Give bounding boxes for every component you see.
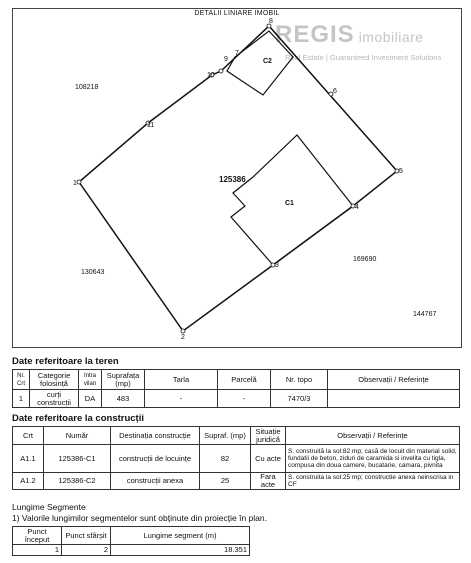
table-cell: 483 bbox=[102, 390, 145, 408]
table-cell: Fara acte bbox=[251, 473, 286, 490]
table-cell: construcții anexa bbox=[111, 473, 200, 490]
table-header-cell: Suprafața (mp) bbox=[102, 370, 145, 390]
point-label: 7 bbox=[235, 50, 239, 57]
segmente-heading: Lungime Segmente bbox=[12, 502, 86, 512]
table-header-cell: Tarla bbox=[145, 370, 218, 390]
point-label: 3 bbox=[275, 262, 279, 269]
segmente-note: 1) Valorile lungimilor segmentelor sunt obținute din proiecție în plan. bbox=[12, 513, 267, 523]
table-header-cell: Nr. Crt bbox=[13, 370, 30, 390]
table-cell: 1 bbox=[13, 390, 30, 408]
point-label: 5 bbox=[399, 168, 403, 175]
building-c2-label: C2 bbox=[263, 58, 272, 65]
table-cell: - bbox=[218, 390, 271, 408]
point-label: 11 bbox=[147, 122, 155, 129]
table-cell bbox=[328, 390, 460, 408]
table-cell: S. construita la sol:25 mp; constructie anexa neinscrisa in CF bbox=[286, 473, 460, 490]
table-row bbox=[13, 390, 460, 408]
point-label: 9 bbox=[224, 56, 228, 63]
table-cell: 1 bbox=[13, 545, 62, 556]
table-cell: S. construită la sol:82 mp; casă de locuit din material solid, fundatii de beton, ziduri de caramida si invelita cu tigla, compusa din doua camere, bucatarie, camara, pivnita bbox=[286, 445, 460, 473]
table-header-cell: Intra vilan bbox=[79, 370, 102, 390]
teren-table bbox=[12, 369, 460, 408]
table-cell: 125386-C2 bbox=[44, 473, 111, 490]
table-header-row bbox=[13, 370, 460, 390]
table-row bbox=[13, 545, 250, 556]
teren-heading: Date referitoare la teren bbox=[12, 356, 119, 367]
table-header-cell: Crt bbox=[13, 427, 44, 445]
table-cell: Cu acte bbox=[251, 445, 286, 473]
table-header-cell: Situație juridică bbox=[251, 427, 286, 445]
table-cell: 25 bbox=[200, 473, 251, 490]
point-label: 8 bbox=[269, 18, 273, 25]
point-label: 6 bbox=[333, 88, 337, 95]
table-header-row bbox=[13, 427, 460, 445]
table-cell: curți construcții bbox=[30, 390, 79, 408]
table-cell: 18.351 bbox=[111, 545, 250, 556]
table-header-cell: Destinația construcție bbox=[111, 427, 200, 445]
table-header-cell: Nr. topo bbox=[271, 370, 328, 390]
table-row bbox=[13, 445, 460, 473]
table-header-cell: Observații / Referințe bbox=[328, 370, 460, 390]
building-c2-outline bbox=[227, 31, 293, 95]
table-header-cell: Punct început bbox=[13, 527, 62, 545]
plan-drawing bbox=[13, 9, 461, 347]
segmente-table bbox=[12, 526, 250, 556]
table-header-cell: Supraf. (mp) bbox=[200, 427, 251, 445]
table-cell: - bbox=[145, 390, 218, 408]
plan-title: DETALII LINIARE IMOBIL bbox=[194, 10, 280, 17]
point-marker bbox=[181, 329, 185, 333]
watermark-sub: imobiliare bbox=[358, 29, 424, 45]
parcel-id-label: 125386 bbox=[219, 175, 246, 184]
point-label: 10 bbox=[207, 72, 215, 79]
cadastral-plan bbox=[12, 8, 462, 348]
table-header-cell: Punct sfârșit bbox=[62, 527, 111, 545]
building-c1-label: C1 bbox=[285, 200, 294, 207]
table-row bbox=[13, 473, 460, 490]
table-cell: A1.2 bbox=[13, 473, 44, 490]
constructii-table bbox=[12, 426, 460, 490]
table-header-row bbox=[13, 527, 250, 545]
watermark-brand: REGIS bbox=[275, 21, 355, 48]
table-cell: A1.1 bbox=[13, 445, 44, 473]
point-label: 4 bbox=[355, 204, 359, 211]
table-header-cell: Categorie folosință bbox=[30, 370, 79, 390]
table-cell: 2 bbox=[62, 545, 111, 556]
neighbor-parcel-label: 130643 bbox=[81, 269, 105, 276]
neighbor-parcel-label: 169690 bbox=[353, 256, 377, 263]
table-header-cell: Observații / Referințe bbox=[286, 427, 460, 445]
table-cell: construcții de locuințe bbox=[111, 445, 200, 473]
neighbor-parcel-label: 108218 bbox=[75, 84, 99, 91]
table-header-cell: Număr bbox=[44, 427, 111, 445]
table-header-cell: Lungime segment (m) bbox=[111, 527, 250, 545]
constructii-heading: Date referitoare la construcții bbox=[12, 413, 144, 424]
watermark-tagline: Real Estate | Guaranteed Investment Solutions bbox=[285, 53, 442, 62]
table-cell: DA bbox=[79, 390, 102, 408]
table-cell: 7470/3 bbox=[271, 390, 328, 408]
table-cell: 125386-C1 bbox=[44, 445, 111, 473]
point-label: 1 bbox=[73, 180, 77, 187]
point-marker bbox=[77, 180, 81, 184]
table-cell: 82 bbox=[200, 445, 251, 473]
point-marker bbox=[219, 69, 223, 73]
table-header-cell: Parcelă bbox=[218, 370, 271, 390]
neighbor-parcel-label: 144767 bbox=[413, 311, 437, 318]
point-label: 2 bbox=[181, 334, 185, 341]
